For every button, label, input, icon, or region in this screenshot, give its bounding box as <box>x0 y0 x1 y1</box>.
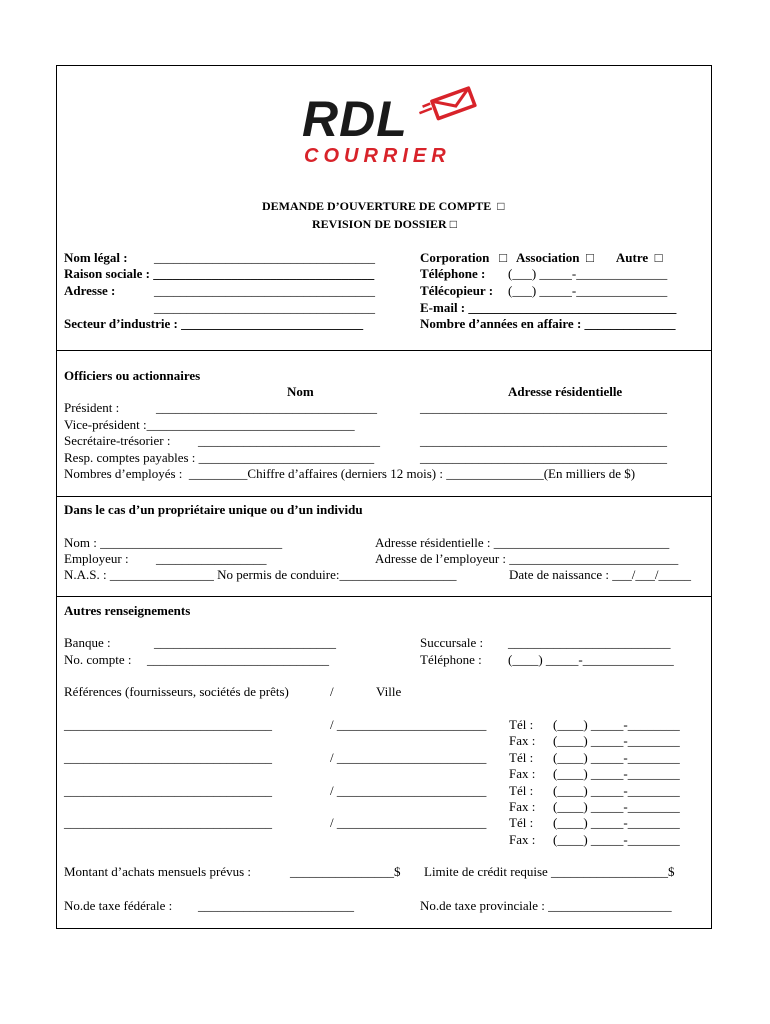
section-divider <box>56 496 712 497</box>
reference-fax-label: Fax : <box>509 733 536 748</box>
reference-ville-field[interactable]: / _______________________ <box>330 750 487 765</box>
logo-wordmark: RDL <box>302 91 408 147</box>
no-compte-field[interactable]: ____________________________ <box>147 652 329 667</box>
taxe-provinciale-field[interactable]: No.de taxe provinciale : ___________________ <box>420 898 672 913</box>
secretaire-adresse-field[interactable]: ______________________________________ <box>420 433 667 448</box>
autres-title: Autres renseignements <box>64 603 191 618</box>
individu-nom-field[interactable]: Nom : ____________________________ <box>64 535 283 550</box>
autres-telephone-field[interactable]: (____) _____-______________ <box>508 652 674 667</box>
individu-title: Dans le cas d’un propriétaire unique ou d’un individu <box>64 502 363 517</box>
section-divider <box>56 596 712 597</box>
nom-legal-label: Nom légal : <box>64 250 128 265</box>
telephone-field[interactable]: (___) _____-______________ <box>508 266 668 281</box>
col-nom-header: Nom <box>287 384 314 399</box>
reference-name-field[interactable]: ________________________________ <box>64 717 272 732</box>
adresse-residentielle-field[interactable]: Adresse résidentielle : ___________________________ <box>375 535 670 550</box>
adresse-label: Adresse : <box>64 283 116 298</box>
reference-tel-field[interactable]: (____) _____-________ <box>553 815 680 830</box>
reference-fax-field[interactable]: (____) _____-________ <box>553 799 680 814</box>
reference-tel-field[interactable]: (____) _____-________ <box>553 750 680 765</box>
resp-comptes-field[interactable]: Resp. comptes payables : ___________________________ <box>64 450 375 465</box>
reference-name-field[interactable]: ________________________________ <box>64 750 272 765</box>
date-naissance-field[interactable]: Date de naissance : ___/___/_____ <box>509 567 691 582</box>
telephone-label: Téléphone : <box>420 266 486 281</box>
telecopieur-field[interactable]: (___) _____-______________ <box>508 283 668 298</box>
reference-name-field[interactable]: ________________________________ <box>64 815 272 830</box>
reference-fax-field[interactable]: (____) _____-________ <box>553 832 680 847</box>
reference-ville-field[interactable]: / _______________________ <box>330 783 487 798</box>
achats-label: Montant d’achats mensuels prévus : <box>64 864 252 879</box>
secretaire-label: Secrétaire-trésorier : <box>64 433 171 448</box>
adresse-field-1[interactable]: __________________________________ <box>154 283 375 298</box>
reference-tel-label: Tél : <box>509 815 534 830</box>
email-field[interactable]: E-mail : ________________________________ <box>420 300 677 315</box>
section-divider <box>56 350 712 351</box>
reference-tel-label: Tél : <box>509 750 534 765</box>
reference-fax-label: Fax : <box>509 832 536 847</box>
logo-subword: COURRIER <box>304 145 451 167</box>
succursale-label: Succursale : <box>420 635 484 650</box>
banque-label: Banque : <box>64 635 111 650</box>
no-compte-label: No. compte : <box>64 652 132 667</box>
ville-label: Ville <box>376 684 402 699</box>
resp-adresse-field[interactable]: ______________________________________ <box>420 450 667 465</box>
reference-tel-label: Tél : <box>509 783 534 798</box>
employeur-label: Employeur : <box>64 551 129 566</box>
reference-fax-label: Fax : <box>509 766 536 781</box>
secretaire-nom-field[interactable]: ____________________________ <box>198 433 380 448</box>
nom-legal-field[interactable]: __________________________________ <box>154 250 375 265</box>
entity-type-checkboxes[interactable]: Corporation □ Association □ Autre □ <box>420 250 663 265</box>
reference-fax-field[interactable]: (____) _____-________ <box>553 766 680 781</box>
president-adresse-field[interactable]: ______________________________________ <box>420 400 667 415</box>
taxe-federale-label: No.de taxe fédérale : <box>64 898 173 913</box>
reference-fax-field[interactable]: (____) _____-________ <box>553 733 680 748</box>
rdl-courrier-logo <box>300 84 478 170</box>
references-label: Références (fournisseurs, sociétés de prêts) <box>64 684 289 699</box>
president-nom-field[interactable]: __________________________________ <box>156 400 377 415</box>
col-adresse-header: Adresse résidentielle <box>508 384 623 399</box>
banque-field[interactable]: ____________________________ <box>154 635 336 650</box>
officiers-title: Officiers ou actionnaires <box>64 368 201 383</box>
nombre-annees-field[interactable]: Nombre d’années en affaire : ______________ <box>420 316 676 331</box>
secteur-industrie-field[interactable]: Secteur d’industrie : ____________________________ <box>64 316 364 331</box>
telecopieur-label: Télécopieur : <box>420 283 494 298</box>
raison-sociale-field[interactable]: Raison sociale : __________________________________ <box>64 266 375 281</box>
header-title-revision: REVISION DE DOSSIER □ <box>312 217 457 231</box>
employes-chiffre-field[interactable]: Nombres d’employés : _________Chiffre d’affaires (derniers 12 mois) : _______________(En milliers de $) <box>64 466 636 481</box>
employeur-field[interactable]: _________________ <box>156 551 267 566</box>
reference-name-field[interactable]: ________________________________ <box>64 783 272 798</box>
nas-permis-field[interactable]: N.A.S. : ________________ No permis de conduire:__________________ <box>64 567 457 582</box>
reference-tel-field[interactable]: (____) _____-________ <box>553 783 680 798</box>
taxe-federale-field[interactable]: ________________________ <box>198 898 354 913</box>
vice-president-field[interactable]: Vice-président :________________________________ <box>64 417 355 432</box>
header-title-demande: DEMANDE D’OUVERTURE DE COMPTE □ <box>262 199 505 213</box>
autres-telephone-label: Téléphone : <box>420 652 482 667</box>
references-slash: / <box>330 684 334 699</box>
reference-tel-field[interactable]: (____) _____-________ <box>553 717 680 732</box>
adresse-field-2[interactable]: __________________________________ <box>154 300 375 315</box>
succursale-field[interactable]: _________________________ <box>508 635 671 650</box>
adresse-employeur-field[interactable]: Adresse de l’employeur : __________________________ <box>375 551 679 566</box>
reference-ville-field[interactable]: / _______________________ <box>330 717 487 732</box>
reference-tel-label: Tél : <box>509 717 534 732</box>
limite-credit-field[interactable]: Limite de crédit requise __________________$ <box>424 864 675 879</box>
reference-ville-field[interactable]: / _______________________ <box>330 815 487 830</box>
president-label: Président : <box>64 400 120 415</box>
envelope-icon <box>417 88 476 122</box>
achats-field[interactable]: ________________$ <box>290 864 401 879</box>
reference-fax-label: Fax : <box>509 799 536 814</box>
